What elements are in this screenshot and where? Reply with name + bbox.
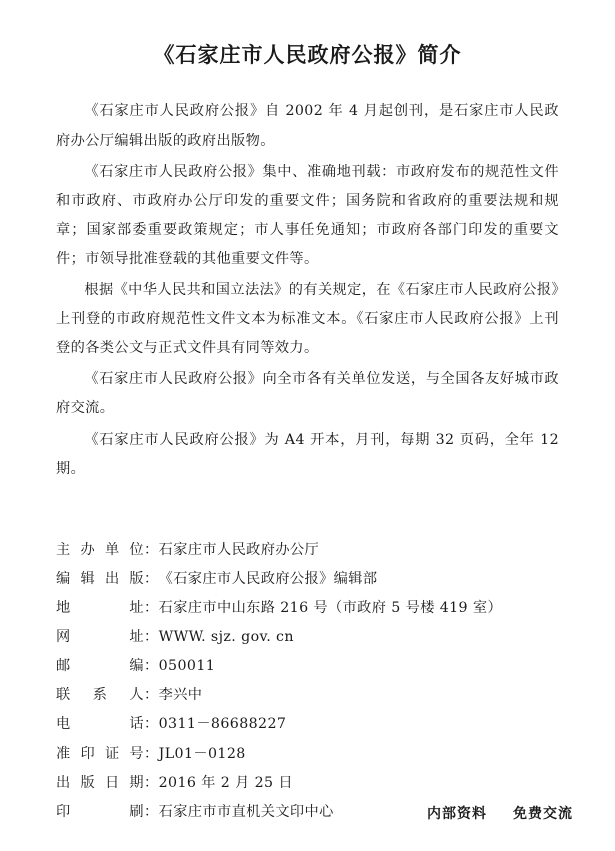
info-row (56, 652, 559, 681)
info-row (56, 623, 559, 652)
paragraph: 根据《中华人民共和国立法法》的有关规定，在《石家庄市人民政府公报》上刊登的市政府规范性文件文本为标准文本。《石家庄市人民政府公报》上刊登的各类公文与正式文件具有同等效力。 (56, 282, 559, 357)
publication-info (56, 536, 559, 827)
footer-right-text: 免费交流 (513, 806, 573, 822)
info-separator: ： (144, 774, 159, 791)
info-separator: ： (144, 541, 159, 558)
info-separator: ： (144, 658, 159, 675)
body-paragraphs (56, 97, 559, 483)
info-label: 邮 编 (56, 658, 145, 675)
footer-left-text: 内部资料 (427, 806, 487, 822)
info-value: 《石家庄市人民政府公报》编辑部 (158, 570, 378, 587)
info-value: 石家庄市人民政府办公厅 (158, 541, 320, 558)
info-row (56, 565, 559, 594)
info-value: 2016 年 2 月 25 日 (158, 774, 293, 791)
paragraph: 《石家庄市人民政府公报》自 2002 年 4 月起创刊，是石家庄市人民政府办公厅编辑出版的政府出版物。 (56, 103, 559, 149)
page-footer (427, 803, 573, 823)
info-separator: ： (144, 687, 159, 704)
info-row (56, 681, 559, 710)
info-separator: ： (144, 803, 159, 820)
info-row (56, 536, 559, 565)
info-value: WWW. sjz. gov. cn (158, 629, 294, 646)
page-title: 《石家庄市人民政府公报》简介 (153, 42, 462, 67)
info-value: 050011 (158, 658, 216, 675)
info-label: 出版日期 (56, 774, 145, 791)
info-separator: ： (144, 600, 159, 617)
info-label: 地 址 (56, 600, 145, 617)
info-value: 石家庄市市直机关文印中心 (158, 803, 334, 820)
info-label: 主办单位 (56, 541, 145, 558)
info-row (56, 710, 559, 739)
info-row (56, 769, 559, 798)
info-label: 网 址 (56, 629, 145, 646)
info-label: 电 话 (56, 716, 145, 733)
info-separator: ： (144, 570, 159, 587)
info-value: 0311－86688227 (158, 716, 287, 733)
info-value: 李兴中 (158, 687, 203, 704)
info-value: JL01－0128 (158, 745, 246, 762)
info-separator: ： (144, 716, 159, 733)
info-value: 石家庄市中山东路 216 号（市政府 5 号楼 419 室） (158, 600, 503, 617)
paragraph: 《石家庄市人民政府公报》向全市各有关单位发送，与全国各友好城市政府交流。 (56, 371, 559, 417)
info-separator: ： (144, 629, 159, 646)
paragraph: 《石家庄市人民政府公报》为 A4 开本，月刊，每期 32 页码，全年 12 期。 (56, 431, 559, 477)
paragraph: 《石家庄市人民政府公报》集中、准确地刊载：市政府发布的规范性文件和市政府、市政府办公厅印发的重要文件；国务院和省政府的重要法规和规章；国家部委重要政策规定；市人事任免通知；市政府各部门印发的重要文件；市领导批准登载的其他重要文件等。 (56, 163, 559, 267)
info-separator: ： (144, 745, 159, 762)
info-label: 联 系 人 (56, 687, 145, 704)
info-label: 准印证号 (56, 745, 145, 762)
info-row (56, 740, 559, 769)
info-label: 编辑出版 (56, 570, 145, 587)
info-row (56, 594, 559, 623)
info-label: 印 刷 (56, 803, 145, 820)
